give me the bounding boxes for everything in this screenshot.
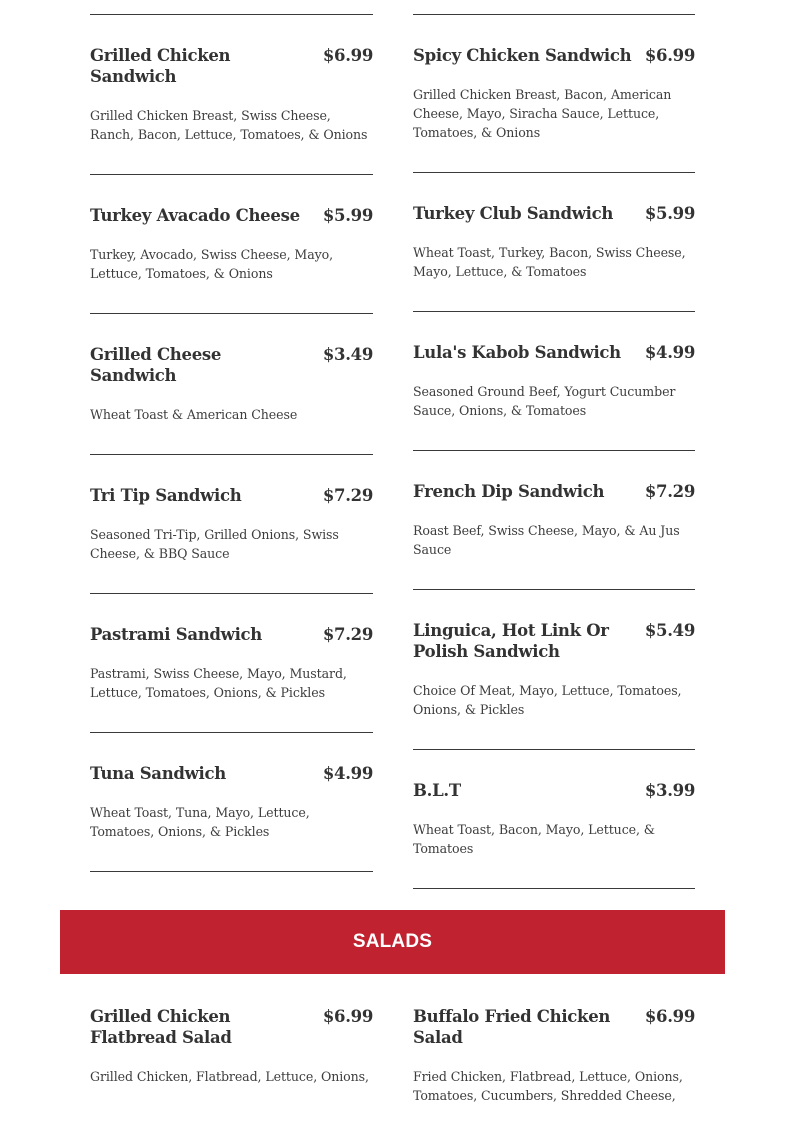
item-description: Turkey, Avocado, Swiss Cheese, Mayo, Lettuce, Tomatoes, & Onions: [90, 247, 333, 281]
menu-item: [90, 314, 373, 455]
menu-column-left: [90, 0, 373, 872]
menu-item: [413, 1006, 695, 1135]
item-description: Wheat Toast, Bacon, Mayo, Lettuce, & Tomatoes: [413, 822, 655, 856]
item-name: Pastrami Sandwich: [90, 625, 262, 644]
item-name: Lula's Kabob Sandwich: [413, 343, 621, 362]
menu-column-right: [413, 1006, 695, 1135]
item-description: Seasoned Tri-Tip, Grilled Onions, Swiss Cheese, & BBQ Sauce: [90, 527, 339, 561]
item-description: Grilled Chicken, Flatbread, Lettuce, Onions,: [90, 1069, 369, 1084]
item-price: $5.99: [644, 204, 695, 223]
menu-item: [90, 594, 373, 733]
menu-item: [413, 590, 695, 750]
item-description: Wheat Toast & American Cheese: [90, 407, 298, 422]
menu-item: [413, 15, 695, 173]
item-description: Grilled Chicken Breast, Swiss Cheese, Ranch, Bacon, Lettuce, Tomatoes, & Onions: [90, 108, 368, 142]
item-name: Spicy Chicken Sandwich: [413, 46, 632, 65]
item-name: French Dip Sandwich: [413, 482, 605, 501]
menu-item: [90, 1006, 373, 1116]
item-price: $7.29: [322, 625, 373, 644]
item-name: Tri Tip Sandwich: [90, 486, 242, 505]
menu-item: [90, 455, 373, 594]
item-name: Grilled Chicken Flatbread Salad: [90, 1007, 232, 1047]
item-price: $3.99: [644, 781, 695, 800]
item-description: Wheat Toast, Tuna, Mayo, Lettuce, Tomatoes, Onions, & Pickles: [90, 805, 310, 839]
menu-column-left: [90, 1006, 373, 1116]
item-name: Tuna Sandwich: [90, 764, 226, 783]
item-price: $5.49: [644, 621, 695, 640]
menu-item: [413, 451, 695, 590]
item-price: $6.99: [644, 1007, 695, 1026]
item-price: $6.99: [322, 46, 373, 65]
item-name: Buffalo Fried Chicken Salad: [413, 1007, 611, 1047]
item-description: Roast Beef, Swiss Cheese, Mayo, & Au Jus Sauce: [413, 523, 680, 557]
item-price: $7.29: [644, 482, 695, 501]
menu-item: [413, 750, 695, 889]
item-price: $3.49: [322, 345, 373, 364]
item-price: $4.99: [644, 343, 695, 362]
item-name: Grilled Chicken Sandwich: [90, 46, 231, 86]
item-description: Pastrami, Swiss Cheese, Mayo, Mustard, Lettuce, Tomatoes, Onions, & Pickles: [90, 666, 347, 700]
item-price: $6.99: [322, 1007, 373, 1026]
item-price: $6.99: [644, 46, 695, 65]
item-name: Turkey Club Sandwich: [413, 204, 614, 223]
item-name: Grilled Cheese Sandwich: [90, 345, 222, 385]
menu-item: [413, 173, 695, 312]
menu-item: [90, 15, 373, 175]
item-description: Grilled Chicken Breast, Bacon, American Cheese, Mayo, Siracha Sauce, Lettuce, Tomatoes, & Onions: [413, 87, 672, 140]
item-description: Choice Of Meat, Mayo, Lettuce, Tomatoes, Onions, & Pickles: [413, 683, 682, 717]
section-title: SALADS: [352, 931, 433, 952]
item-name: Linguica, Hot Link Or Polish Sandwich: [413, 621, 609, 661]
item-price: $4.99: [322, 764, 373, 783]
item-name: Turkey Avacado Cheese: [90, 206, 300, 225]
item-description: Seasoned Ground Beef, Yogurt Cucumber Sauce, Onions, & Tomatoes: [413, 384, 676, 418]
menu-item: [413, 312, 695, 451]
item-price: $5.99: [322, 206, 373, 225]
item-description: Wheat Toast, Turkey, Bacon, Swiss Cheese, Mayo, Lettuce, & Tomatoes: [413, 245, 686, 279]
menu-column-right: [413, 0, 695, 889]
menu-item: [90, 733, 373, 872]
item-name: B.L.T: [413, 781, 461, 800]
menu-item: [90, 175, 373, 314]
item-description: Fried Chicken, Flatbread, Lettuce, Onions, Tomatoes, Cucumbers, Shredded Cheese,: [413, 1069, 683, 1103]
item-price: $7.29: [322, 486, 373, 505]
salads-section-header: [60, 910, 725, 974]
